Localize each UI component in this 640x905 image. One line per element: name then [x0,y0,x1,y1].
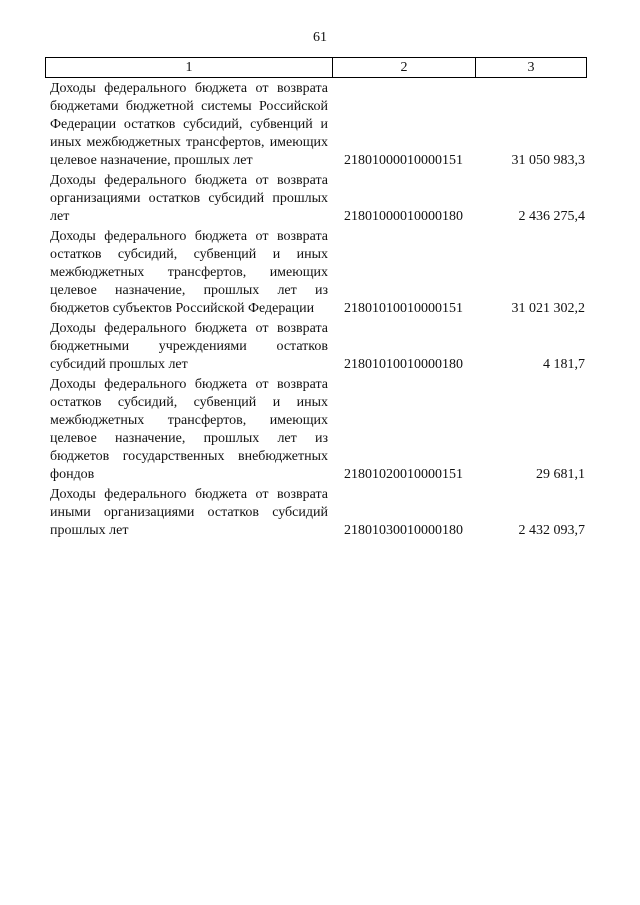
table-header-row [45,57,587,78]
table-row [45,376,587,484]
table-row [45,80,587,170]
page-number: 61 [313,30,327,45]
table-row [45,172,587,226]
column-header-1: 1 [46,58,333,77]
row-amount: 31 050 983,3 [511,153,585,168]
row-code: 21801000010000151 [344,153,463,168]
column-header-2: 2 [333,58,476,77]
row-description: Доходы федерального бюджета от возврата остатков субсидий, субвенций и иных межбюджетных трансфертов, имеющих целевое назначение, прошлых лет из бюджетов субъектов Российской Федерации [50,229,328,316]
row-code: 21801010010000151 [344,301,463,316]
row-amount: 4 181,7 [543,357,585,372]
row-description: Доходы федерального бюджета от возврата иными организациями остатков субсидий прошлых лет [50,487,328,538]
row-amount: 2 432 093,7 [518,523,585,538]
table-row [45,486,587,540]
row-code: 21801030010000180 [344,523,463,538]
row-description: Доходы федерального бюджета от возврата бюджетами бюджетной системы Российской Федерации остатков субсидий, субвенций и иных межбюджетных трансфертов, имеющих целевое назначение, прошлых лет [50,81,328,168]
row-description: Доходы федерального бюджета от возврата остатков субсидий, субвенций и иных межбюджетных трансфертов, имеющих целевое назначение, прошлых лет из бюджетов государственных внебюджетных фондов [50,377,328,482]
table-row [45,228,587,318]
row-amount: 31 021 302,2 [511,301,585,316]
row-code: 21801020010000151 [344,467,463,482]
row-amount: 2 436 275,4 [518,209,585,224]
row-description: Доходы федерального бюджета от возврата бюджетными учреждениями остатков субсидий прошлых лет [50,321,328,372]
row-code: 21801000010000180 [344,209,463,224]
column-header-3: 3 [527,59,535,75]
budget-table [45,57,587,540]
row-code: 21801010010000180 [344,357,463,372]
table-row [45,320,587,374]
row-amount: 29 681,1 [536,467,585,482]
row-description: Доходы федерального бюджета от возврата организациями остатков субсидий прошлых лет [50,173,328,224]
